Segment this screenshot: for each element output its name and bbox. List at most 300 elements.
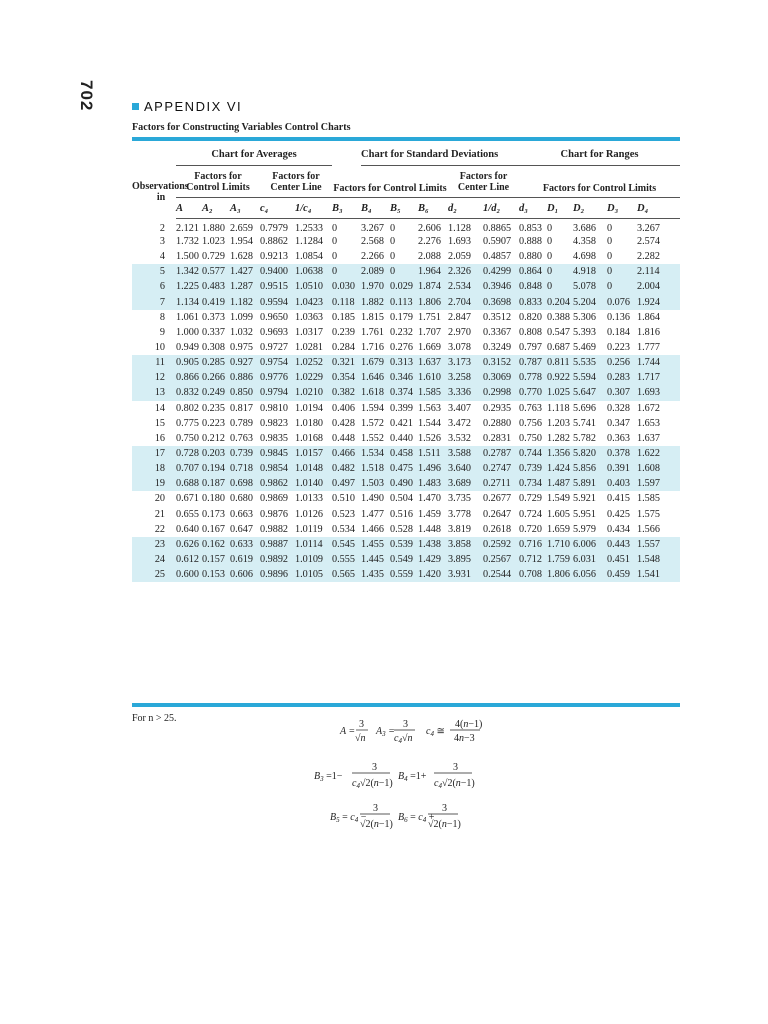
factor-cell: 0.415 [607, 493, 630, 505]
factor-cell: 1.710 [547, 537, 573, 552]
factor-cell: 0.239 [332, 326, 355, 338]
range-control-limits-text: Factors for Control Limits [542, 183, 657, 194]
factor-cell: 1.816 [637, 326, 660, 338]
factor-cell: 1.282 [547, 432, 570, 444]
factor-cell: 0.9515 [260, 279, 295, 294]
factor-cell: 0.382 [332, 385, 361, 400]
factor-cell: 0.157 [202, 552, 230, 567]
factor-cell: 2.704 [448, 295, 483, 310]
factor-cell: 0 [607, 279, 637, 294]
formula-b4 [398, 762, 475, 790]
factor-cell: 0.9892 [260, 552, 295, 567]
factor-cell: 0.565 [332, 567, 361, 582]
factor-cell: 1.693 [448, 236, 471, 248]
factor-cell: 0.802 [176, 402, 199, 414]
factor-cell: 0.421 [390, 417, 413, 429]
factor-cell: 1.526 [418, 432, 441, 444]
factor-cell: 0.680 [230, 493, 253, 505]
factor-cell: 1.693 [637, 385, 680, 400]
factor-cell: 0.180 [202, 493, 225, 505]
factor-cell: 0.600 [176, 567, 202, 582]
factor-cell: 1.622 [637, 446, 680, 461]
factor-cell: 0.2677 [483, 493, 512, 505]
factor-cell: 0.029 [390, 279, 418, 294]
sample-size-cell: 15 [154, 417, 165, 429]
square-bullet-icon [132, 103, 139, 110]
factor-cell: 5.820 [573, 446, 607, 461]
svg-text:B5 = c4 −: $B_5 = c_4$ − [330, 812, 367, 824]
svg-text:3: 3 [453, 762, 458, 773]
symbol-header: d₂ [448, 198, 483, 219]
factor-cell: 0.118 [332, 295, 361, 310]
factor-cell: 1.653 [637, 417, 660, 429]
svg-text:c4√n: $c_4√n$ [394, 733, 413, 745]
factor-cell: 0.2567 [483, 552, 519, 567]
formula-c4 [426, 719, 482, 744]
svg-text:c4√2(n−1): $c_4√2(n-1)$ [352, 778, 393, 790]
factor-cell: 0 [607, 223, 613, 234]
svg-text:3: 3 [373, 803, 378, 814]
factor-cell: 0.419 [202, 295, 230, 310]
table-row [132, 491, 680, 506]
factor-cell: 0.406 [332, 402, 355, 414]
factor-cell: 2.059 [448, 251, 471, 263]
svg-text:A =: A = [340, 726, 356, 737]
factor-cell: 1.455 [361, 537, 390, 552]
factor-cell: 1.544 [418, 417, 441, 429]
factor-cell: 1.806 [547, 567, 573, 582]
factor-cell: 1.610 [418, 370, 448, 385]
factor-cell: 0.718 [230, 461, 260, 476]
factor-cell: 0.313 [390, 355, 418, 370]
factor-cell: 0.3512 [483, 311, 512, 323]
factor-cell: 0.850 [230, 385, 260, 400]
table-row [132, 552, 680, 567]
factor-cell: 5.393 [573, 326, 596, 338]
factor-cell: 0.459 [607, 567, 637, 582]
sample-size-cell: 17 [132, 446, 176, 461]
factor-cell: 0.2880 [483, 417, 512, 429]
factor-cell: 0 [332, 264, 361, 279]
sample-size-cell: 6 [132, 279, 176, 294]
factor-cell: 1.459 [418, 508, 441, 520]
factor-cell: 0.266 [202, 370, 230, 385]
factor-cell: 1.0510 [295, 279, 332, 294]
factor-cell: 0.328 [607, 402, 630, 414]
factor-cell: 1.806 [418, 295, 448, 310]
factor-cell: 0.2747 [483, 461, 519, 476]
factor-cell: 0.443 [607, 537, 637, 552]
factor-cell: 1.541 [637, 567, 680, 582]
factor-cell: 0.817 [230, 402, 253, 414]
factor-cell: 0.5907 [483, 236, 512, 248]
factor-cell: 0.308 [202, 342, 225, 354]
factor-cell: 0.577 [202, 264, 230, 279]
table-row [132, 537, 680, 552]
factor-cell: 3.078 [448, 342, 471, 354]
factor-cell: 1.716 [361, 342, 384, 354]
factor-cell: 3.640 [448, 461, 483, 476]
factor-cell: 1.134 [176, 295, 202, 310]
table-row [132, 476, 680, 491]
formula-a3 [375, 719, 415, 745]
factor-cell: 1.566 [637, 523, 660, 535]
factor-cell: 5.979 [573, 523, 596, 535]
factor-cell: 1.424 [547, 461, 573, 476]
footnote: For n > 25. [132, 713, 177, 724]
svg-text:B6 = c4 +: $B_6 = c_4$ + [398, 812, 435, 824]
range-center-line-line-2: Center Line [457, 181, 510, 193]
factor-cell: 0.223 [607, 342, 630, 354]
factor-cell: 1.628 [230, 251, 253, 263]
factor-cell: 0.2787 [483, 446, 519, 461]
factor-cell: 0.2998 [483, 385, 519, 400]
factor-cell: 0.9845 [260, 446, 295, 461]
factor-cell: 2.326 [448, 264, 483, 279]
factor-cell: 3.778 [448, 508, 471, 520]
factor-cell: 1.128 [448, 223, 471, 234]
factor-cell: 5.469 [573, 342, 596, 354]
sample-size-cell: 9 [159, 326, 165, 338]
factor-cell: 0.655 [176, 508, 199, 520]
factor-cell: 3.931 [448, 567, 483, 582]
factor-cell: 0.482 [332, 461, 361, 476]
factor-cell: 1.751 [418, 311, 441, 323]
factor-cell: 1.679 [361, 355, 390, 370]
svg-text:A3 =: $A_3$ = [376, 726, 395, 738]
factor-cell: 1.534 [361, 446, 390, 461]
factor-cell: 1.032 [230, 326, 253, 338]
factor-cell: 1.552 [361, 432, 384, 444]
factor-cell: 1.557 [637, 537, 680, 552]
factor-cell: 0.8862 [260, 236, 289, 248]
factor-cell: 0.905 [176, 355, 202, 370]
svg-text:√2(n−1): √2(n−1) [360, 819, 393, 830]
factor-cell: 0.483 [202, 279, 230, 294]
factor-cell: 5.921 [573, 493, 596, 505]
sample-size-cell: 24 [132, 552, 176, 567]
factor-cell: 0.256 [607, 355, 637, 370]
factor-cell: 0 [332, 251, 338, 263]
factor-cell: 0.922 [547, 370, 573, 385]
factor-cell: 1.225 [176, 279, 202, 294]
factor-cell: 3.735 [448, 493, 471, 505]
factor-cell: 0.113 [390, 295, 418, 310]
factor-cell: 1.118 [547, 402, 570, 414]
factor-cell: 0.516 [390, 508, 413, 520]
factor-cell: 1.761 [361, 326, 384, 338]
chart-std-header: Chart for Standard Deviations [361, 143, 519, 166]
factor-cell: 1.0114 [295, 537, 332, 552]
svg-text:c4 ≅: $c_4$ ≅ [426, 726, 445, 738]
factor-cell: 2.574 [637, 236, 660, 248]
factor-cell: 0.647 [230, 523, 253, 535]
factor-cell: 1.500 [176, 251, 199, 263]
factor-cell: 0.820 [519, 311, 542, 323]
factor-cell: 3.472 [448, 417, 471, 429]
factor-cell: 0.9794 [260, 385, 295, 400]
factor-cell: 1.023 [202, 236, 225, 248]
factor-cell: 3.267 [637, 223, 660, 234]
factor-cell: 1.448 [418, 523, 441, 535]
factor-cell: 4.698 [573, 251, 596, 263]
table-row [132, 325, 680, 340]
factor-cell: 0.888 [519, 236, 542, 248]
factor-cell: 0.949 [176, 342, 199, 354]
factor-cell: 0.848 [519, 279, 547, 294]
svg-text:c4√2(n−1): $c_4√2(n-1)$ [434, 778, 475, 790]
factor-cell: 0.712 [519, 552, 547, 567]
factor-cell: 0.466 [332, 446, 361, 461]
factor-cell: 0.3367 [483, 326, 512, 338]
factor-cell: 0.162 [202, 537, 230, 552]
factor-cell: 2.089 [361, 264, 390, 279]
factor-cell: 5.078 [573, 279, 607, 294]
factor-cell: 0.153 [202, 567, 230, 582]
factor-cell: 1.420 [418, 567, 448, 582]
factor-cell: 0.8865 [483, 223, 512, 234]
factor-cell: 1.864 [637, 311, 660, 323]
factor-cell: 3.858 [448, 537, 483, 552]
factor-cell: 1.0109 [295, 552, 332, 567]
factor-cell: 5.647 [573, 385, 607, 400]
factor-cell: 0.4299 [483, 264, 519, 279]
factor-cell: 5.782 [573, 432, 596, 444]
factor-cell: 0.223 [202, 417, 225, 429]
factor-cell: 1.575 [637, 508, 660, 520]
factor-cell: 0.775 [176, 417, 199, 429]
factor-cell: 0.203 [202, 446, 230, 461]
factor-cell: 0 [390, 251, 396, 263]
chart-ranges-header: Chart for Ranges [519, 143, 680, 166]
factor-cell: 0.434 [607, 523, 630, 535]
factor-cell: 1.874 [418, 279, 448, 294]
table-title: Factors for Constructing Variables Control Charts [132, 121, 351, 133]
factor-cell: 0.9693 [260, 326, 289, 338]
factor-cell: 1.0148 [295, 461, 332, 476]
factor-cell: 0.448 [332, 432, 355, 444]
sample-size-cell: 25 [132, 567, 176, 582]
sample-size-cell: 22 [154, 523, 165, 535]
factor-cell: 3.336 [448, 385, 483, 400]
factor-rows [132, 219, 680, 583]
sample-size-cell: 19 [132, 476, 176, 491]
sample-size-cell: 11 [132, 355, 176, 370]
factor-cell: 0.729 [202, 251, 225, 263]
factor-cell: 2.121 [176, 223, 199, 234]
factor-cell: 0.539 [390, 537, 418, 552]
table-row [132, 234, 680, 249]
factor-cell: 1.0133 [295, 493, 324, 505]
table-row [132, 446, 680, 461]
page-number: 702 [77, 80, 96, 112]
factor-cell: 0.9650 [260, 311, 289, 323]
range-center-line-header [448, 166, 519, 198]
factor-cell: 0.440 [390, 432, 413, 444]
factor-cell: 0.612 [176, 552, 202, 567]
symbol-header: A₂ [202, 198, 230, 219]
factor-cell: 3.532 [448, 432, 471, 444]
factor-cell: 0.626 [176, 537, 202, 552]
factor-cell: 0.425 [607, 508, 630, 520]
std-control-limits-text: Factors for Control Limits [333, 183, 447, 194]
factor-cell: 1.518 [361, 461, 390, 476]
svg-text:3: 3 [372, 762, 377, 773]
sample-size-cell: 10 [154, 342, 165, 354]
factor-cell: 0.3249 [483, 342, 512, 354]
factor-cell: 0.534 [332, 523, 355, 535]
factor-cell: 0 [547, 251, 553, 263]
symbol-header: D₃ [607, 198, 637, 219]
factor-cell: 2.534 [448, 279, 483, 294]
symbol-header: d₃ [519, 198, 547, 219]
factor-cell: 1.585 [418, 385, 448, 400]
factor-cell: 0.528 [390, 523, 413, 535]
factor-cell: 1.659 [547, 523, 570, 535]
factor-cell: 0.399 [390, 402, 413, 414]
factor-cell: 0.555 [332, 552, 361, 567]
svg-text:3: 3 [359, 719, 364, 730]
factor-cell: 0.2831 [483, 432, 512, 444]
factor-cell: 2.114 [637, 264, 680, 279]
factor-cell: 0.975 [230, 342, 253, 354]
factor-cell: 0.9810 [260, 402, 289, 414]
formula-a [339, 719, 368, 744]
factor-cell: 1.203 [547, 417, 570, 429]
factor-cell: 0.428 [332, 417, 355, 429]
factor-cell: 0.9882 [260, 523, 289, 535]
factor-cell: 0.866 [176, 370, 202, 385]
factor-cell: 2.088 [418, 251, 441, 263]
factor-cell: 0.204 [547, 295, 573, 310]
factor-cell: 1.548 [637, 552, 680, 567]
table-row [132, 401, 680, 416]
factor-cell: 0.187 [202, 476, 230, 491]
factor-cell: 0.2544 [483, 567, 519, 582]
factor-cell: 0.734 [519, 476, 547, 491]
factor-cell: 2.847 [448, 311, 471, 323]
factor-cell: 1.0363 [295, 311, 324, 323]
observations-header [132, 166, 189, 219]
factor-cell: 0 [390, 236, 396, 248]
symbol-header: B₆ [418, 198, 448, 219]
symbol-header: A₃ [230, 198, 260, 219]
factor-cell: 1.549 [547, 493, 570, 505]
factor-cell: 0.671 [176, 493, 199, 505]
factor-cell: 1.496 [418, 461, 448, 476]
factor-cell: 0.523 [332, 508, 355, 520]
factor-cell: 0.778 [519, 370, 547, 385]
factor-cell: 0.9594 [260, 295, 295, 310]
factor-cell: 2.606 [418, 223, 441, 234]
factor-cell: 0.750 [176, 432, 199, 444]
svg-text:√n: √n [355, 733, 366, 744]
factor-cell: 0 [607, 251, 613, 263]
formulas [300, 710, 500, 840]
factor-cell: 0.307 [607, 385, 637, 400]
factor-cell: 0.2618 [483, 523, 512, 535]
factor-cell: 0.770 [519, 385, 547, 400]
factor-cell: 1.483 [418, 476, 448, 491]
factors-table [132, 143, 680, 582]
factor-cell: 2.282 [637, 251, 660, 263]
factor-cell: 0.9854 [260, 461, 295, 476]
factor-cell: 0.559 [390, 567, 418, 582]
table-row [132, 355, 680, 370]
svg-text:B4 =1+: $B_4 =1+$ [398, 771, 427, 783]
factor-cell: 5.204 [573, 295, 607, 310]
factor-cell: 1.287 [230, 279, 260, 294]
factor-cell: 0.750 [519, 432, 542, 444]
table-row [132, 522, 680, 537]
factor-cell: 0.363 [607, 432, 630, 444]
factor-cell: 1.618 [361, 385, 390, 400]
formula-b3 [314, 762, 393, 790]
factor-cell: 0.321 [332, 355, 361, 370]
factor-cell: 0.729 [519, 493, 542, 505]
factor-cell: 0.833 [519, 295, 547, 310]
factor-cell: 0.663 [230, 508, 253, 520]
table-row [132, 431, 680, 446]
factor-cell: 0.739 [519, 461, 547, 476]
svg-text:B3 =1−: $B_3 =1-$ [314, 771, 343, 783]
factor-cell: 0 [607, 264, 637, 279]
factor-cell: 0.076 [607, 295, 637, 310]
factor-cell: 3.173 [448, 355, 483, 370]
factor-cell: 0.545 [332, 537, 361, 552]
factor-cell: 1.445 [361, 552, 390, 567]
factor-cell: 5.741 [573, 417, 596, 429]
factor-cell: 1.0210 [295, 385, 332, 400]
factor-cell: 5.891 [573, 476, 607, 491]
factor-cell: 0.606 [230, 567, 260, 582]
factor-cell: 0 [390, 223, 396, 234]
std-control-limits-header [332, 166, 448, 198]
factor-cell: 1.0281 [295, 342, 324, 354]
table-row [132, 219, 680, 235]
factor-cell: 1.717 [637, 370, 680, 385]
factor-cell: 1.0119 [295, 523, 323, 535]
factor-cell: 1.744 [637, 355, 680, 370]
factor-cell: 0.2935 [483, 402, 512, 414]
factor-cell: 1.597 [637, 476, 680, 491]
factor-cell: 3.686 [573, 223, 596, 234]
symbol-header: 1/d₂ [483, 198, 519, 219]
factor-cell: 0.9835 [260, 432, 289, 444]
factor-cell: 1.880 [202, 223, 225, 234]
svg-text:3: 3 [403, 719, 408, 730]
factor-cell: 0.707 [176, 461, 202, 476]
factor-cell: 5.535 [573, 355, 607, 370]
formula-b5 [330, 803, 393, 830]
factor-cell: 1.182 [230, 295, 260, 310]
symbol-header: D₄ [637, 198, 680, 219]
appendix-title [132, 99, 242, 114]
factor-cell: 0.232 [390, 326, 413, 338]
factor-cell: 0.458 [390, 446, 418, 461]
factor-cell: 1.0423 [295, 295, 332, 310]
table-row [132, 507, 680, 522]
factor-cell: 1.342 [176, 264, 202, 279]
avg-center-line-header [260, 166, 332, 198]
factor-cell: 0.789 [230, 417, 253, 429]
factor-cell: 0.3069 [483, 370, 519, 385]
factor-cell: 0.7979 [260, 223, 289, 234]
factor-cell: 0.9862 [260, 476, 295, 491]
factor-cell: 0 [547, 279, 573, 294]
symbol-header: D₁ [547, 198, 573, 219]
factor-cell: 1.0140 [295, 476, 332, 491]
